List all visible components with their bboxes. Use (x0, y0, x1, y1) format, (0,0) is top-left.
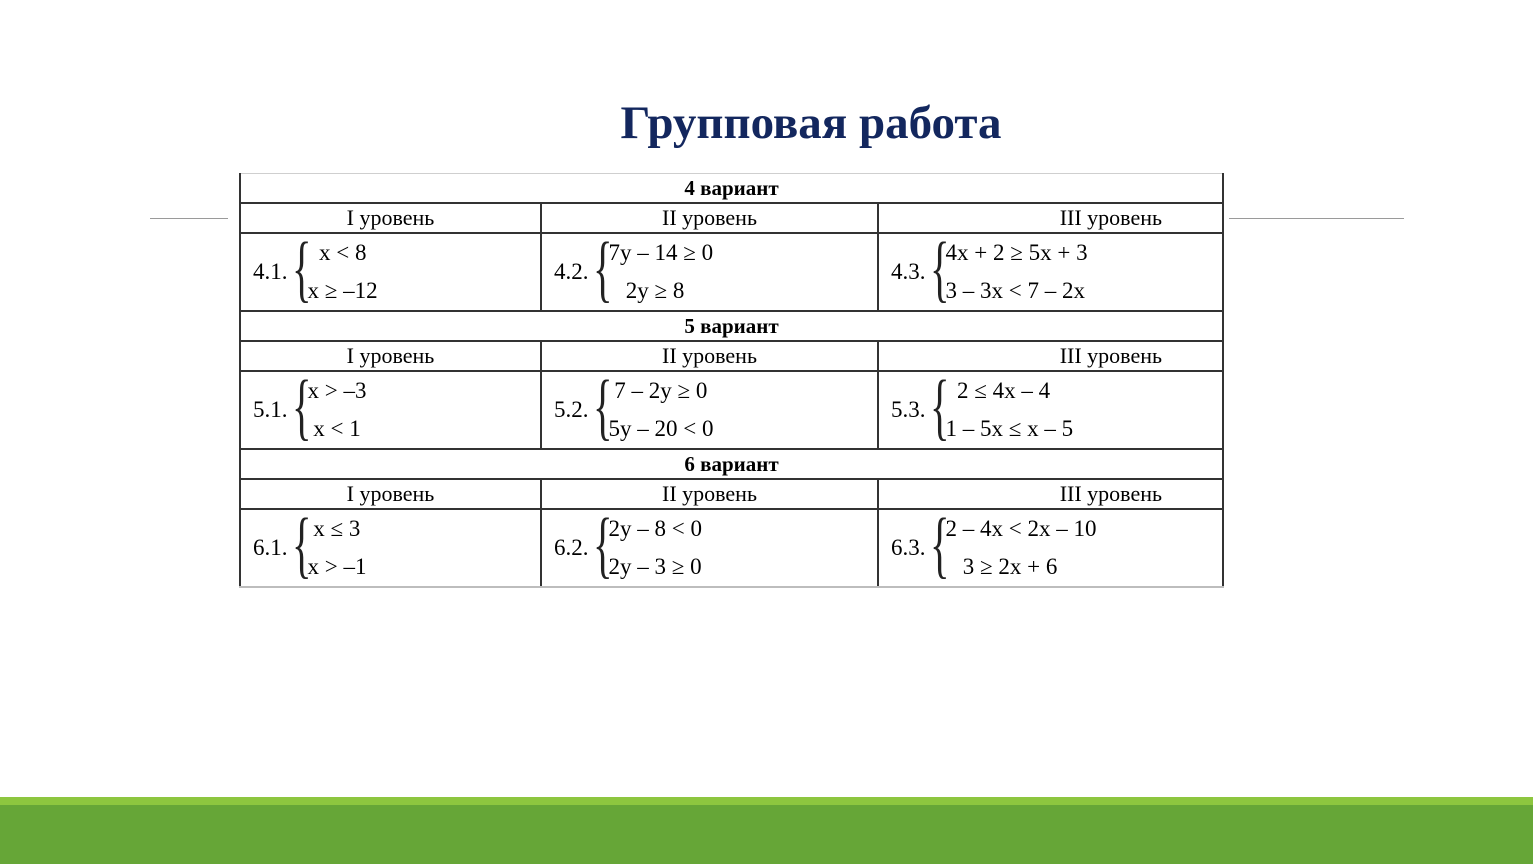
variant-header-row (240, 311, 1223, 341)
task-number: 5.2. (554, 397, 589, 422)
task-number: 6.1. (253, 535, 288, 560)
task-number: 4.3. (891, 259, 926, 284)
divider-left (150, 218, 228, 219)
brace-icon: { (929, 504, 950, 586)
task-cell (541, 228, 878, 311)
inequality: x ≥ –12 (307, 278, 378, 303)
task-row (240, 371, 1223, 449)
variant-label: 6 вариант (240, 449, 1223, 479)
task-cell (240, 366, 541, 449)
task-number: 5.1. (253, 397, 288, 422)
task-number: 5.3. (891, 397, 926, 422)
level-label: III уровень (878, 479, 1223, 509)
footer-bar (0, 805, 1533, 864)
task-row (240, 509, 1223, 587)
task-cell (878, 228, 1223, 311)
task-cell (878, 504, 1223, 587)
brace-icon: { (291, 228, 312, 310)
divider-right (1229, 218, 1404, 219)
level-label: I уровень (240, 341, 541, 371)
inequality: 4x + 2 ≥ 5x + 3 (945, 240, 1088, 265)
inequality: 2 – 4x < 2x – 10 (945, 516, 1097, 541)
brace-icon: { (291, 504, 312, 586)
inequality: 2y – 8 < 0 (608, 516, 702, 541)
task-cell (240, 504, 541, 587)
level-label: I уровень (240, 203, 541, 233)
level-label: II уровень (541, 203, 878, 233)
task-row (240, 233, 1223, 311)
level-label: II уровень (541, 479, 878, 509)
task-cell (240, 228, 541, 311)
inequality: 1 – 5x ≤ x – 5 (945, 416, 1074, 441)
brace-icon: { (929, 366, 950, 448)
task-number: 4.2. (554, 259, 589, 284)
inequality: x < 8 (307, 240, 367, 265)
inequality: 3 – 3x < 7 – 2x (945, 278, 1085, 303)
task-table (239, 173, 1224, 588)
level-row (240, 341, 1223, 371)
variant-header-row (240, 449, 1223, 479)
brace-icon: { (929, 228, 950, 310)
inequality: 7y – 14 ≥ 0 (608, 240, 714, 265)
inequality: x < 1 (307, 416, 361, 441)
task-cell (541, 504, 878, 587)
level-label: II уровень (541, 341, 878, 371)
inequality: x ≤ 3 (307, 516, 361, 541)
level-label: III уровень (878, 203, 1223, 233)
brace-icon: { (291, 366, 312, 448)
level-row (240, 203, 1223, 233)
variant-label: 5 вариант (240, 311, 1223, 341)
level-label: I уровень (240, 479, 541, 509)
task-number: 4.1. (253, 259, 288, 284)
level-row (240, 479, 1223, 509)
task-cell (878, 366, 1223, 449)
brace-icon: { (592, 228, 613, 310)
task-number: 6.2. (554, 535, 589, 560)
inequality: 7 – 2y ≥ 0 (608, 378, 708, 403)
slide-title: Групповая работа (620, 97, 1002, 149)
brace-icon: { (592, 504, 613, 586)
brace-icon: { (592, 366, 613, 448)
inequality: 3 ≥ 2x + 6 (945, 554, 1058, 579)
inequality: 2 ≤ 4x – 4 (945, 378, 1051, 403)
inequality: 5y – 20 < 0 (608, 416, 714, 441)
inequality: 2y ≥ 8 (608, 278, 685, 303)
footer-accent-stripe (0, 797, 1533, 805)
level-label: III уровень (878, 341, 1223, 371)
variant-label: 4 вариант (240, 174, 1223, 204)
inequality: 2y – 3 ≥ 0 (608, 554, 702, 579)
inequality: x > –3 (307, 378, 367, 403)
task-cell (541, 366, 878, 449)
variant-header-row (240, 174, 1223, 204)
task-number: 6.3. (891, 535, 926, 560)
inequality: x > –1 (307, 554, 367, 579)
